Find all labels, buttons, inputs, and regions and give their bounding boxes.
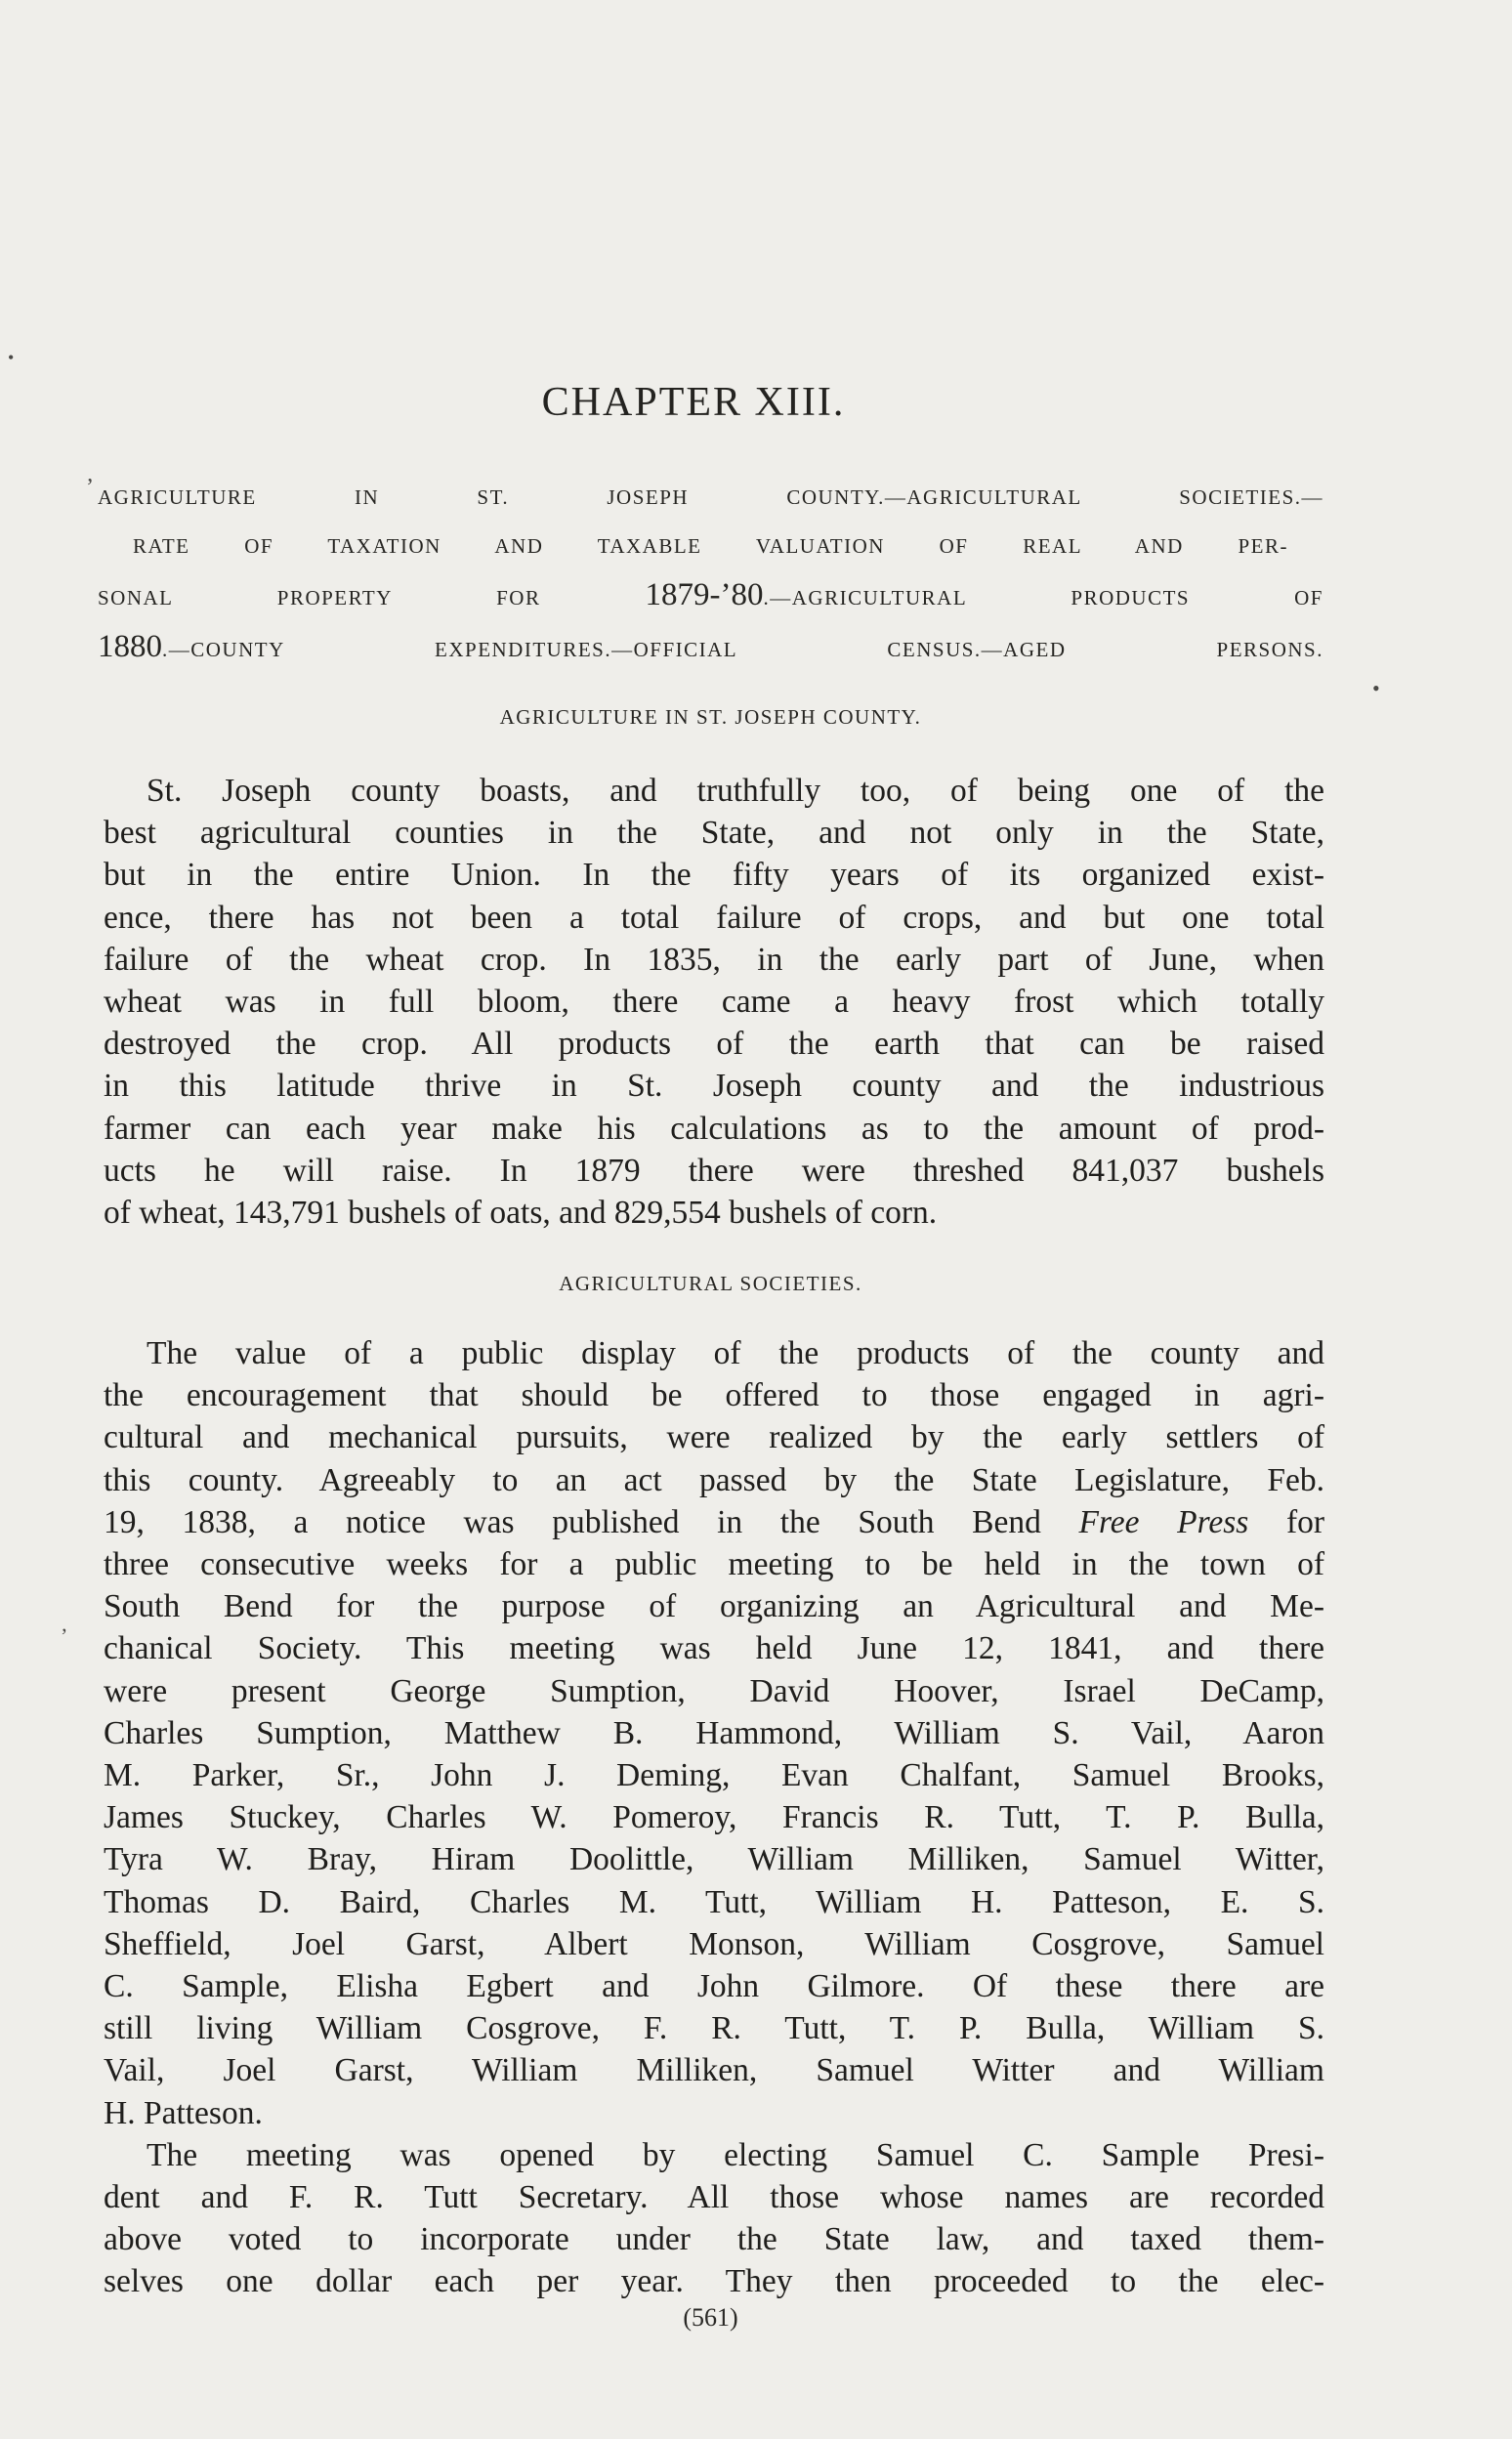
text-line: H. Patteson. (104, 2094, 263, 2131)
synopsis-line (98, 570, 1323, 622)
text-line: this county. Agreeably to an act passed by the State Legislature, Feb. (104, 1461, 1324, 1498)
text-line: ucts he will raise. In 1879 there were threshed 841,037 bushels (104, 1152, 1324, 1189)
chapter-synopsis (98, 473, 1323, 674)
section-heading-agriculture: AGRICULTURE IN ST. JOSEPH COUNTY. (499, 705, 922, 729)
text-line: The value of a public display of the products of the county and (147, 1335, 1324, 1371)
synopsis-line: RATE OF TAXATION AND TAXABLE VALUATION OF REAL AND PER- (133, 534, 1288, 558)
margin-tick: ’ (61, 1623, 68, 1648)
text-line: James Stuckey, Charles W. Pomeroy, Francis R. Tutt, T. P. Bulla, (104, 1799, 1324, 1836)
paragraph-agriculture (104, 770, 1324, 1234)
synopsis-line: AGRICULTURE IN ST. JOSEPH COUNTY.—AGRICULTURAL SOCIETIES.— (98, 485, 1323, 509)
text-line: The meeting was opened by electing Samuel C. Sample Presi- (147, 2136, 1324, 2173)
text-line: still living William Cosgrove, F. R. Tutt, T. P. Bulla, William S. (104, 2010, 1324, 2047)
text-line: farmer can each year make his calculations as to the amount of prod- (104, 1110, 1324, 1147)
text-line: in this latitude thrive in St. Joseph county and the industrious (104, 1068, 1324, 1105)
text-line: three consecutive weeks for a public meeting to be held in the town of (104, 1546, 1324, 1583)
text-line: C. Sample, Elisha Egbert and John Gilmore. Of these there are (104, 1968, 1324, 2005)
margin-speck: • (1372, 676, 1380, 700)
text-line: above voted to incorporate under the State law, and taxed them- (104, 2221, 1324, 2258)
synopsis-tick: ’ (86, 475, 94, 500)
page-number: (561) (683, 2303, 738, 2332)
text-line: ence, there has not been a total failure of crops, and but one total (104, 899, 1324, 936)
text-line: dent and F. R. Tutt Secretary. All those whose names are recorded (104, 2179, 1324, 2216)
text-line: destroyed the crop. All products of the earth that can be raised (104, 1026, 1324, 1063)
text-line: were present George Sumption, David Hoover, Israel DeCamp, (104, 1672, 1324, 1709)
text-line: Charles Sumption, Matthew B. Hammond, William S. Vail, Aaron (104, 1714, 1324, 1751)
text-segment: 19, 1838, a notice was published in the South Bend (104, 1503, 1041, 1540)
synopsis-year: 1879-’80 (645, 577, 764, 612)
text-line: Sheffield, Joel Garst, Albert Monson, William Cosgrove, Samuel (104, 1925, 1324, 1962)
text-line: cultural and mechanical pursuits, were realized by the early settlers of (104, 1419, 1324, 1456)
synopsis-text: .—AGRICULTURAL PRODUCTS OF (763, 586, 1323, 610)
text-line: M. Parker, Sr., John J. Deming, Evan Chalfant, Samuel Brooks, (104, 1757, 1324, 1794)
text-line: best agricultural counties in the State, and not only in the State, (104, 815, 1324, 852)
section-heading-societies: AGRICULTURAL SOCIETIES. (559, 1272, 862, 1295)
text-line (104, 1501, 1324, 1543)
text-line: South Bend for the purpose of organizing an Agricultural and Me- (104, 1588, 1324, 1625)
text-line: failure of the wheat crop. In 1835, in the early part of June, when (104, 941, 1324, 978)
chapter-title: CHAPTER XIII. (541, 380, 846, 425)
text-line: but in the entire Union. In the fifty years of its organized exist- (104, 857, 1324, 894)
text-line: Thomas D. Baird, Charles M. Tutt, William H. Patteson, E. S. (104, 1883, 1324, 1920)
text-line: selves one dollar each per year. They then proceeded to the elec- (104, 2263, 1324, 2300)
text-line: wheat was in full bloom, there came a heavy frost which totally (104, 984, 1324, 1021)
text-line: chanical Society. This meeting was held June 12, 1841, and there (104, 1630, 1324, 1667)
text-segment: for (1248, 1503, 1324, 1540)
text-line: the encouragement that should be offered to those engaged in agri- (104, 1377, 1324, 1414)
paragraph-societies (104, 1332, 1324, 2303)
newspaper-title: Free Press (1078, 1503, 1249, 1540)
synopsis-text: SONAL PROPERTY FOR (98, 586, 646, 610)
text-line: Tyra W. Bray, Hiram Doolittle, William Milliken, Samuel Witter, (104, 1841, 1324, 1878)
synopsis-text: .—COUNTY EXPENDITURES.—OFFICIAL CENSUS.—AGED PERSONS. (162, 638, 1323, 661)
synopsis-year: 1880 (98, 629, 162, 664)
margin-speck: • (8, 348, 15, 367)
synopsis-line (98, 622, 1323, 674)
text-line: St. Joseph county boasts, and truthfully too, of being one of the (147, 773, 1324, 809)
text-line: of wheat, 143,791 bushels of oats, and 829,554 bushels of corn. (104, 1195, 938, 1232)
text-line: Vail, Joel Garst, William Milliken, Samuel Witter and William (104, 2052, 1324, 2089)
